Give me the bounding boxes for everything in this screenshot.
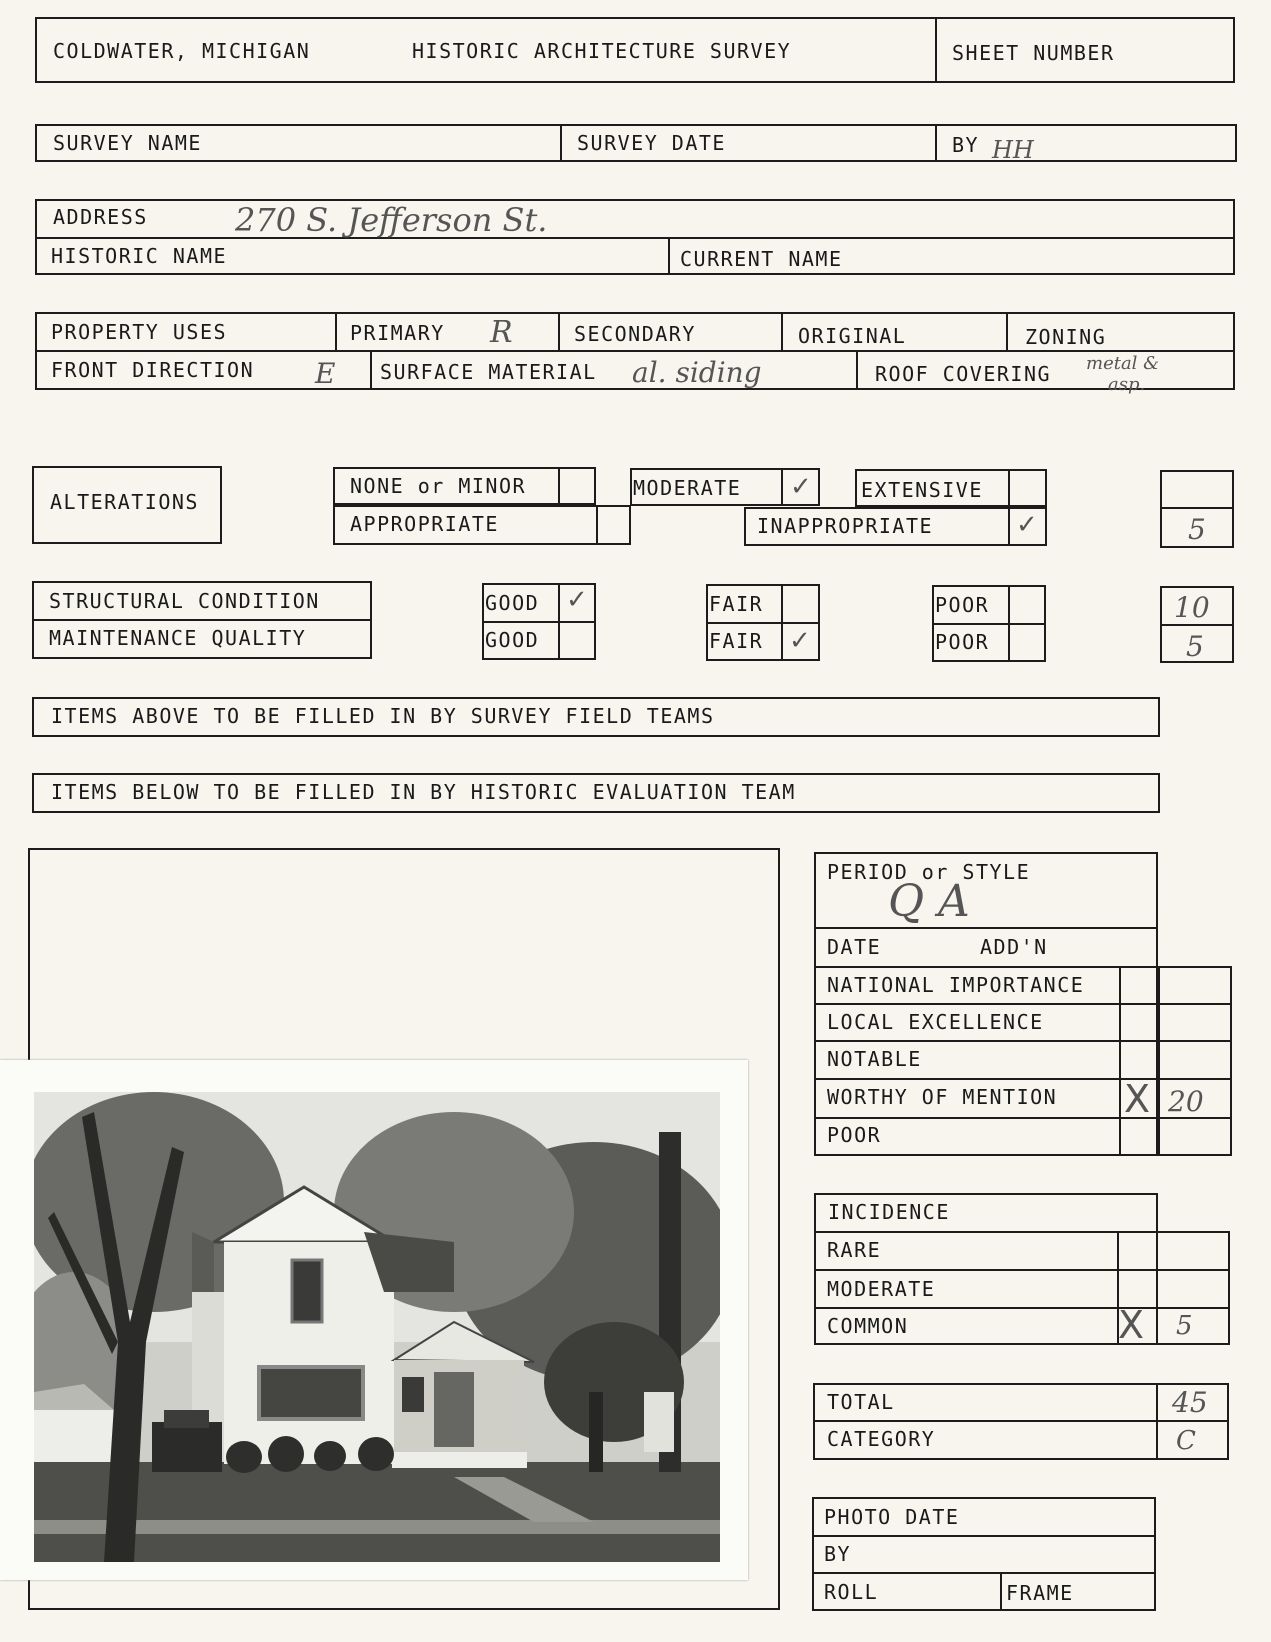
structural-good-label: GOOD bbox=[485, 591, 540, 615]
common-score: 5 bbox=[1176, 1311, 1193, 1341]
property-divider bbox=[35, 350, 1235, 352]
roof-covering-label: ROOF COVERING bbox=[875, 362, 1052, 386]
eval-mark-divider bbox=[1119, 966, 1121, 1156]
uses-divider-4 bbox=[1006, 312, 1008, 350]
worthy-score: 20 bbox=[1168, 1085, 1204, 1118]
period-divider bbox=[814, 927, 1158, 929]
structural-good-check: ✓ bbox=[566, 585, 588, 615]
addn-label: ADD'N bbox=[980, 935, 1048, 959]
moderate-check: ✓ bbox=[790, 472, 812, 502]
good-check-divider bbox=[558, 583, 560, 660]
eval-row-divider-3 bbox=[814, 1078, 1232, 1080]
maintenance-fair-label: FAIR bbox=[709, 629, 764, 653]
date-label: DATE bbox=[827, 935, 882, 959]
survey-name-label: SURVEY NAME bbox=[53, 131, 202, 155]
by-label: BY bbox=[952, 133, 980, 157]
note-below: ITEMS BELOW TO BE FILLED IN BY HISTORIC EVALUATION TEAM bbox=[51, 780, 796, 804]
structural-poor-label: POOR bbox=[935, 593, 990, 617]
photo-date-label: PHOTO DATE bbox=[824, 1505, 960, 1529]
fair-divider bbox=[706, 622, 820, 624]
moderate-label: MODERATE bbox=[633, 476, 742, 500]
alterations-score: 5 bbox=[1188, 513, 1206, 546]
photo-print bbox=[0, 1060, 748, 1580]
roof-covering-value-1: metal & bbox=[1086, 353, 1160, 374]
maintenance-poor-label: POOR bbox=[935, 630, 990, 654]
totals-divider bbox=[813, 1420, 1229, 1422]
common-label: COMMON bbox=[827, 1314, 909, 1338]
structural-score: 10 bbox=[1174, 591, 1210, 624]
eval-row-divider-2 bbox=[814, 1040, 1232, 1042]
condition-score-divider bbox=[1160, 624, 1234, 626]
survey-divider-1 bbox=[560, 124, 562, 162]
rare-label: RARE bbox=[827, 1238, 882, 1262]
period-style-label: PERIOD or STYLE bbox=[827, 860, 1031, 884]
frame-label: FRAME bbox=[1006, 1581, 1074, 1605]
address-value: 270 S. Jefferson St. bbox=[235, 201, 548, 239]
category-label: CATEGORY bbox=[827, 1427, 936, 1451]
period-style-value: Q A bbox=[888, 876, 970, 927]
survey-divider-2 bbox=[935, 124, 937, 162]
front-divider-1 bbox=[370, 350, 372, 390]
primary-value: R bbox=[490, 315, 513, 350]
uses-divider-2 bbox=[558, 312, 560, 350]
alterations-score-divider bbox=[1160, 507, 1234, 509]
incidence-row-divider-2 bbox=[814, 1307, 1230, 1309]
category-value: C bbox=[1176, 1426, 1196, 1456]
structural-fair-label: FAIR bbox=[709, 592, 764, 616]
maintenance-good-label: GOOD bbox=[485, 628, 540, 652]
moderate-incidence-label: MODERATE bbox=[827, 1277, 936, 1301]
front-direction-value: E bbox=[315, 357, 336, 390]
uses-divider-3 bbox=[781, 312, 783, 350]
roll-frame-divider bbox=[1000, 1572, 1002, 1611]
poor-check-divider bbox=[1008, 585, 1010, 662]
property-uses-label: PROPERTY USES bbox=[51, 320, 228, 344]
inappropriate-check: ✓ bbox=[1016, 510, 1038, 540]
appropriate-label: APPROPRIATE bbox=[350, 512, 499, 536]
roll-label: ROLL bbox=[824, 1580, 879, 1604]
roof-covering-value-2: asp. bbox=[1108, 374, 1146, 395]
worthy-mark: X bbox=[1124, 1077, 1151, 1121]
notable-label: NOTABLE bbox=[827, 1047, 922, 1071]
city-label: COLDWATER, MICHIGAN bbox=[53, 39, 311, 63]
total-label: TOTAL bbox=[827, 1390, 895, 1414]
current-name-label: CURRENT NAME bbox=[680, 247, 843, 271]
alterations-label: ALTERATIONS bbox=[50, 490, 199, 514]
poor-divider bbox=[932, 623, 1046, 625]
common-mark: X bbox=[1118, 1303, 1145, 1347]
uses-divider-1 bbox=[335, 312, 337, 350]
eval-row-divider-1 bbox=[814, 1003, 1232, 1005]
structural-condition-label: STRUCTURAL CONDITION bbox=[49, 589, 320, 613]
worthy-of-mention-label: WORTHY OF MENTION bbox=[827, 1085, 1058, 1109]
note-above: ITEMS ABOVE TO BE FILLED IN BY SURVEY FIELD TEAMS bbox=[51, 704, 715, 728]
secondary-label: SECONDARY bbox=[574, 322, 696, 346]
by-value: HH bbox=[992, 136, 1034, 164]
original-label: ORIGINAL bbox=[798, 324, 907, 348]
inappropriate-check-divider bbox=[1008, 507, 1010, 546]
maintenance-score: 5 bbox=[1186, 630, 1204, 663]
none-minor-label: NONE or MINOR bbox=[350, 474, 527, 498]
surface-material-label: SURFACE MATERIAL bbox=[380, 360, 597, 384]
sheet-number-label: SHEET NUMBER bbox=[952, 41, 1115, 65]
header-divider bbox=[935, 17, 937, 83]
total-value: 45 bbox=[1172, 1386, 1208, 1419]
zoning-label: ZONING bbox=[1025, 325, 1107, 349]
eval-score-divider bbox=[1158, 966, 1160, 1156]
name-divider bbox=[668, 237, 670, 275]
address-divider bbox=[35, 237, 1235, 239]
historic-name-label: HISTORIC NAME bbox=[51, 244, 228, 268]
photo-info-divider-1 bbox=[812, 1535, 1156, 1537]
poor-label: POOR bbox=[827, 1123, 882, 1147]
appropriate-check-divider bbox=[596, 505, 598, 545]
extensive-check-divider bbox=[1008, 469, 1010, 507]
national-importance-label: NATIONAL IMPORTANCE bbox=[827, 973, 1085, 997]
inappropriate-label: INAPPROPRIATE bbox=[757, 514, 934, 538]
local-excellence-label: LOCAL EXCELLENCE bbox=[827, 1010, 1044, 1034]
totals-score-divider bbox=[1156, 1383, 1158, 1460]
front-divider-2 bbox=[856, 350, 858, 390]
house-photo bbox=[34, 1092, 720, 1562]
maintenance-fair-check: ✓ bbox=[789, 626, 811, 656]
maintenance-quality-label: MAINTENANCE QUALITY bbox=[49, 626, 307, 650]
incidence-row-divider-1 bbox=[814, 1269, 1230, 1271]
photo-info-divider-2 bbox=[812, 1572, 1156, 1574]
incidence-label: INCIDENCE bbox=[828, 1200, 950, 1224]
photo-by-label: BY bbox=[824, 1542, 852, 1566]
front-direction-label: FRONT DIRECTION bbox=[51, 358, 255, 382]
survey-date-label: SURVEY DATE bbox=[577, 131, 726, 155]
extensive-label: EXTENSIVE bbox=[861, 478, 983, 502]
none-minor-check-divider bbox=[558, 467, 560, 505]
incidence-score-divider bbox=[1156, 1231, 1158, 1345]
moderate-check-divider bbox=[781, 468, 783, 506]
primary-label: PRIMARY bbox=[350, 321, 445, 345]
address-label: ADDRESS bbox=[53, 205, 148, 229]
survey-title: HISTORIC ARCHITECTURE SURVEY bbox=[412, 39, 792, 63]
fair-check-divider bbox=[781, 584, 783, 661]
surface-material-value: al. siding bbox=[632, 356, 762, 389]
condition-label-divider bbox=[32, 619, 372, 621]
good-divider bbox=[482, 621, 596, 623]
